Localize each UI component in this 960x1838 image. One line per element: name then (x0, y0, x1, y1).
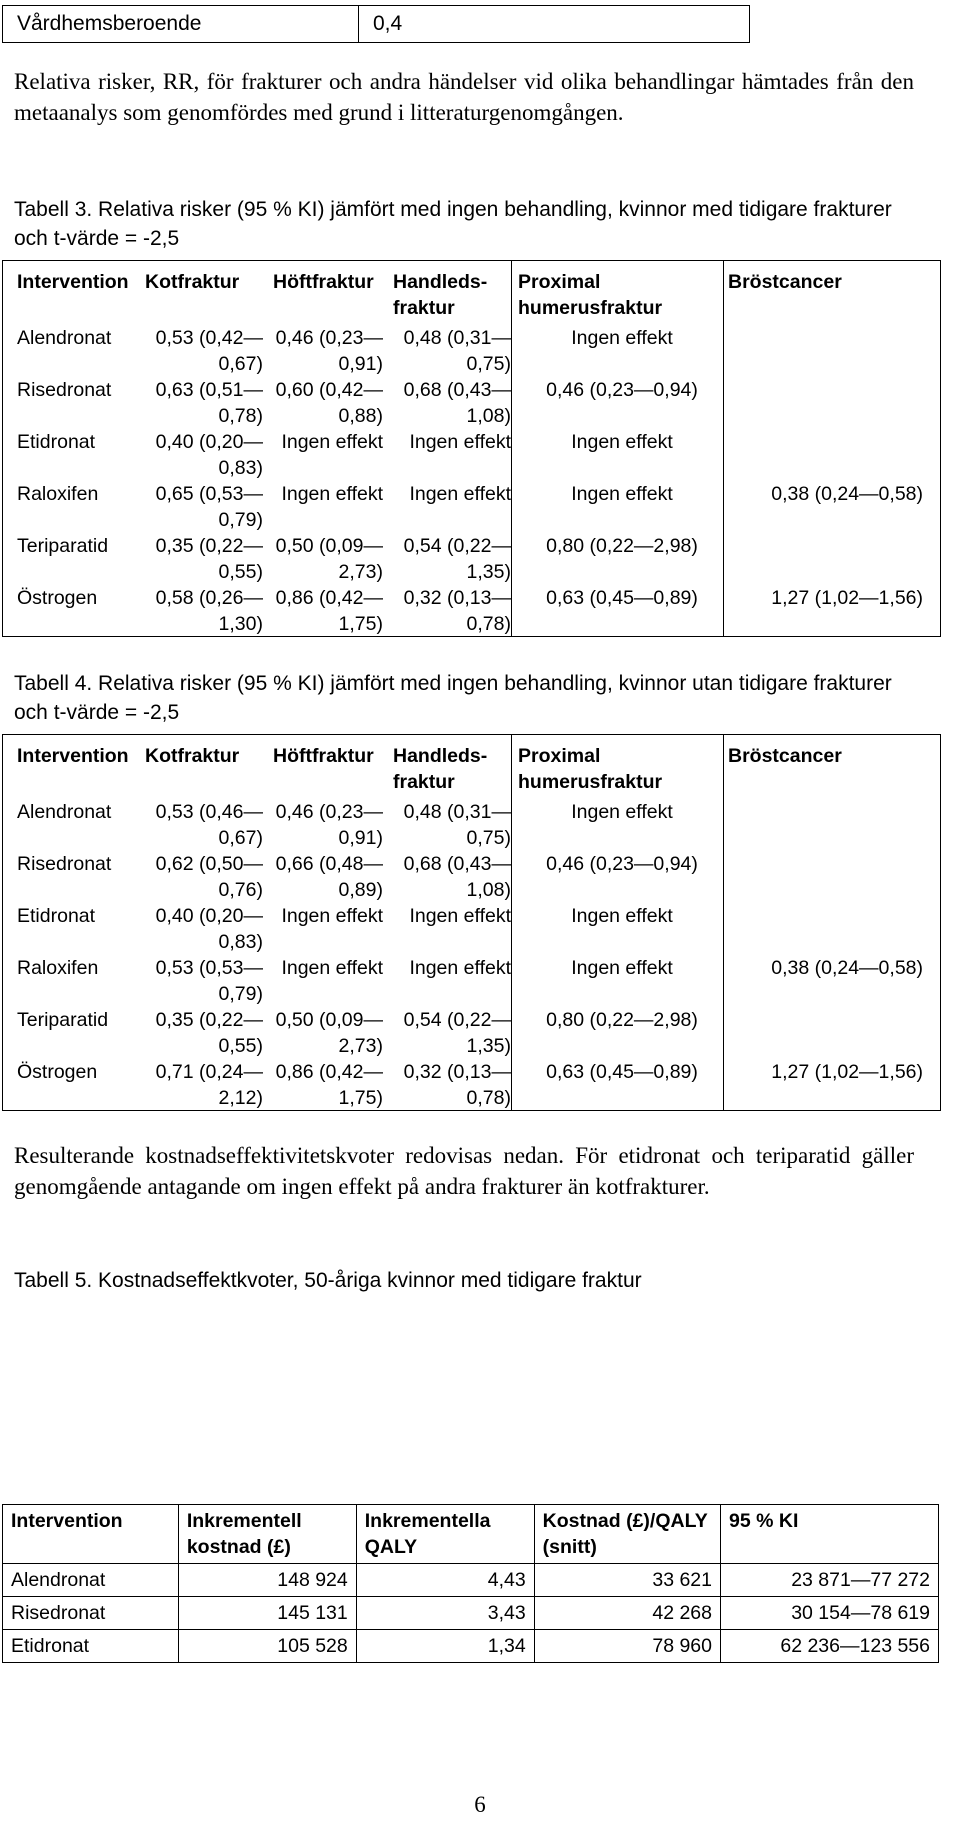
table3-value-cell: 0,65 (0,53—0,79) (155, 483, 263, 531)
intro-paragraph: Relativa risker, RR, för frakturer och andra händelser vid olika behandlingar hämtades från den metaanalys som genomfördes med grund i litteraturgenomgången. (14, 69, 914, 125)
table4-value-cell: 0,38 (0,24—0,58) (771, 957, 923, 979)
table3-value-cell: Ingen effekt (409, 431, 511, 453)
table4-intervention-cell: Teriparatid (17, 1009, 109, 1031)
table3-value-cell: 0,46 (0,23—0,91) (275, 327, 383, 375)
table4-value-cell: 0,86 (0,42—1,75) (275, 1061, 383, 1109)
table3-header-cell: Bröstcancer (728, 271, 842, 293)
table4-header-cell: Höftfraktur (273, 745, 374, 767)
table3-value-cell: 0,46 (0,23—0,94) (546, 379, 698, 401)
table4-value-cell: 0,53 (0,53—0,79) (155, 957, 263, 1005)
table3-value-cell: 0,63 (0,45—0,89) (546, 587, 698, 609)
table5-header-cell: 95 % KI (721, 1505, 939, 1564)
table4-intervention-cell: Östrogen (17, 1061, 98, 1083)
table4-value-cell: Ingen effekt (281, 905, 383, 927)
table3-caption: Tabell 3. Relativa risker (95 % KI) jämfört med ingen behandling, kvinnor med tidigare frakturer och t-värde = -2,5 (14, 198, 892, 250)
table3-intervention-cell: Risedronat (17, 379, 112, 401)
table4-value-cell: 0,35 (0,22—0,55) (155, 1009, 263, 1057)
table3-value-cell: 0,32 (0,13—0,78) (403, 587, 511, 635)
table5-header-row (3, 1505, 939, 1564)
table4-value-cell: 0,46 (0,23—0,91) (275, 801, 383, 849)
table3-value-cell: 0,48 (0,31—0,75) (403, 327, 511, 375)
table3-row (3, 429, 940, 481)
page-number: 6 (474, 1792, 486, 1817)
table5-value-cell: 23 871—77 272 (721, 1564, 939, 1597)
table3-value-cell: Ingen effekt (571, 431, 673, 453)
table3-value-cell: 0,68 (0,43—1,08) (403, 379, 511, 427)
table4-value-cell: 0,50 (0,09—2,73) (275, 1009, 383, 1057)
table3-value-cell: 1,27 (1,02—1,56) (771, 587, 923, 609)
table5-header-cell: Kostnad (£)/QALY (snitt) (534, 1505, 720, 1564)
table3-row (3, 481, 940, 533)
table4-value-cell: 0,66 (0,48—0,89) (275, 853, 383, 901)
table4-value-cell: Ingen effekt (409, 905, 511, 927)
table4-header-row (3, 743, 940, 795)
table4-value-cell: 1,27 (1,02—1,56) (771, 1061, 923, 1083)
table5-body (3, 1564, 939, 1663)
table3-row (3, 533, 940, 585)
table4-value-cell: 0,48 (0,31—0,75) (403, 801, 511, 849)
table4-header-cell: Handleds-fraktur (393, 745, 488, 793)
table4-header-cell: Kotfraktur (145, 745, 240, 767)
table3-value-cell: 0,50 (0,09—2,73) (275, 535, 383, 583)
table4-intervention-cell: Risedronat (17, 853, 112, 875)
table3-row (3, 325, 940, 377)
table5-value-cell: 105 528 (178, 1630, 356, 1663)
table3-header-cell: Intervention (17, 271, 129, 293)
table3-header-row (3, 269, 940, 321)
table3-intervention-cell: Raloxifen (17, 483, 99, 505)
table3-header-cell: Proximal humerusfraktur (518, 271, 663, 319)
top-table-value: 0,4 (373, 12, 403, 35)
table3-value-cell: Ingen effekt (571, 483, 673, 505)
table4-value-cell: Ingen effekt (281, 957, 383, 979)
table5-value-cell: 3,43 (356, 1597, 534, 1630)
table3-value-cell: 0,40 (0,20—0,83) (155, 431, 263, 479)
table4-value-cell: 0,71 (0,24—2,12) (155, 1061, 263, 1109)
table4-value-cell: 0,62 (0,50—0,76) (155, 853, 263, 901)
table4-header-cell: Bröstcancer (728, 745, 842, 767)
table4-row (3, 799, 940, 851)
table3-row (3, 377, 940, 429)
table3-intervention-cell: Östrogen (17, 587, 98, 609)
table3-header-cell: Handleds-fraktur (393, 271, 488, 319)
table3-value-cell: 0,53 (0,42—0,67) (155, 327, 263, 375)
table3-value-cell: 0,38 (0,24—0,58) (771, 483, 923, 505)
table3-intervention-cell: Alendronat (17, 327, 112, 349)
table3-header-cell: Kotfraktur (145, 271, 240, 293)
table3-value-cell: 0,63 (0,51—0,78) (155, 379, 263, 427)
top-table-label: Vårdhemsberoende (3, 6, 359, 42)
table5-value-cell: 148 924 (178, 1564, 356, 1597)
table5-value-cell: 78 960 (534, 1630, 720, 1663)
table4-value-cell: 0,40 (0,20—0,83) (155, 905, 263, 953)
table4-value-cell: 0,54 (0,22—1,35) (403, 1009, 511, 1057)
table5-value-cell: 1,34 (356, 1630, 534, 1663)
table5-intervention-cell: Risedronat (3, 1597, 179, 1630)
table4-row (3, 903, 940, 955)
table3-value-cell: 0,80 (0,22—2,98) (546, 535, 698, 557)
table5 (2, 1504, 939, 1663)
table4-value-cell: 0,46 (0,23—0,94) (546, 853, 698, 875)
table4-value-cell: 0,68 (0,43—1,08) (403, 853, 511, 901)
table3-value-cell: 0,54 (0,22—1,35) (403, 535, 511, 583)
table4-header-cell: Proximal humerusfraktur (518, 745, 663, 793)
table4-row (3, 1007, 940, 1059)
table4-row (3, 1059, 940, 1111)
table4-value-cell: Ingen effekt (409, 957, 511, 979)
table5-header-cell: Inkrementella QALY (356, 1505, 534, 1564)
table5-header-cell: Inkrementell kostnad (£) (178, 1505, 356, 1564)
table3-value-cell: 0,35 (0,22—0,55) (155, 535, 263, 583)
table3-value-cell: Ingen effekt (281, 483, 383, 505)
table4-value-cell: Ingen effekt (571, 957, 673, 979)
table5-caption: Tabell 5. Kostnadseffektkvoter, 50-åriga kvinnor med tidigare fraktur (14, 1269, 642, 1292)
table4-intervention-cell: Etidronat (17, 905, 96, 927)
table5-row (3, 1564, 939, 1597)
table5-row (3, 1630, 939, 1663)
table5-header-cell: Intervention (3, 1505, 179, 1564)
table4-row (3, 955, 940, 1007)
table5-value-cell: 30 154—78 619 (721, 1597, 939, 1630)
table5-value-cell: 4,43 (356, 1564, 534, 1597)
table4-value-cell: 0,80 (0,22—2,98) (546, 1009, 698, 1031)
table5-value-cell: 42 268 (534, 1597, 720, 1630)
results-paragraph: Resulterande kostnadseffektivitetskvoter redovisas nedan. För etidronat och teriparatid gäller genomgående antagande om ingen effekt på andra frakturer än kotfrakturer. (14, 1143, 914, 1199)
table4-value-cell: Ingen effekt (571, 801, 673, 823)
table4-intervention-cell: Alendronat (17, 801, 112, 823)
table4-value-cell: 0,53 (0,46—0,67) (155, 801, 263, 849)
table3-value-cell: 0,60 (0,42—0,88) (275, 379, 383, 427)
table5-intervention-cell: Etidronat (3, 1630, 179, 1663)
table4-header-cell: Intervention (17, 745, 129, 767)
table3 (2, 260, 941, 637)
table4-value-cell: 0,32 (0,13—0,78) (403, 1061, 511, 1109)
table3-row (3, 585, 940, 637)
table3-value-cell: 0,58 (0,26—1,30) (155, 587, 263, 635)
table4-caption: Tabell 4. Relativa risker (95 % KI) jämfört med ingen behandling, kvinnor utan tidigare frakturer och t-värde = -2,5 (14, 672, 892, 724)
table5-value-cell: 62 236—123 556 (721, 1630, 939, 1663)
table3-header-cell: Höftfraktur (273, 271, 374, 293)
table3-value-cell: Ingen effekt (281, 431, 383, 453)
table5-intervention-cell: Alendronat (3, 1564, 179, 1597)
table4-row (3, 851, 940, 903)
table5-value-cell: 145 131 (178, 1597, 356, 1630)
table4-value-cell: Ingen effekt (571, 905, 673, 927)
table4-value-cell: 0,63 (0,45—0,89) (546, 1061, 698, 1083)
top-table (2, 5, 750, 43)
table4-intervention-cell: Raloxifen (17, 957, 99, 979)
table5-value-cell: 33 621 (534, 1564, 720, 1597)
table3-value-cell: Ingen effekt (571, 327, 673, 349)
table4 (2, 734, 941, 1111)
table3-value-cell: Ingen effekt (409, 483, 511, 505)
table3-intervention-cell: Etidronat (17, 431, 96, 453)
table3-intervention-cell: Teriparatid (17, 535, 109, 557)
table3-value-cell: 0,86 (0,42—1,75) (275, 587, 383, 635)
table5-row (3, 1597, 939, 1630)
